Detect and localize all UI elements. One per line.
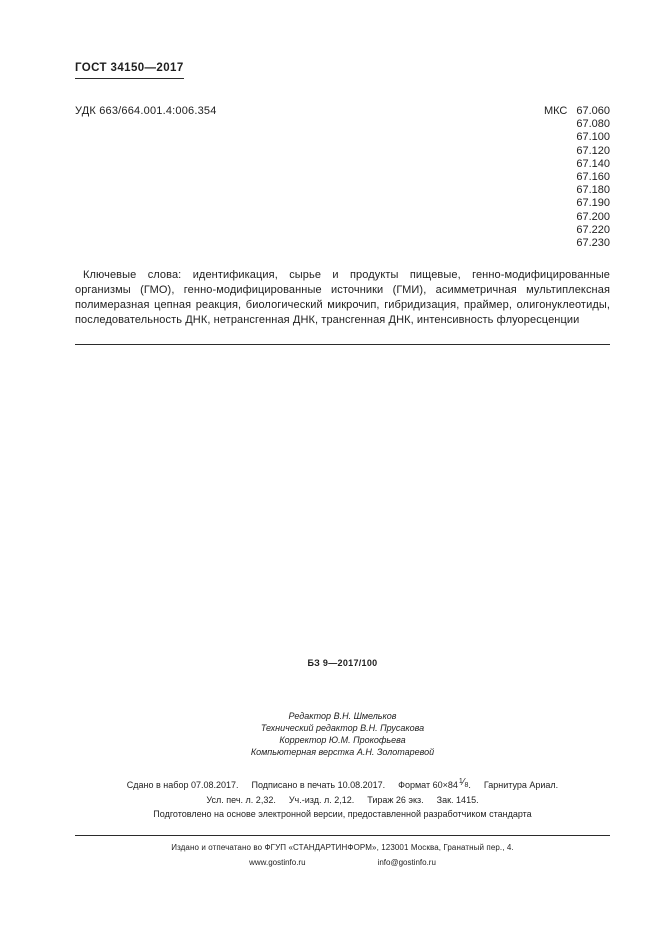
print-format-prefix: Формат 60×84: [398, 780, 458, 791]
mks-code: 67.080: [576, 118, 610, 131]
print-info-block: [75, 778, 610, 822]
print-format-suffix: .: [468, 780, 471, 791]
credit-line: [75, 710, 610, 722]
credit-name: В.Н. Прусакова: [360, 723, 425, 734]
credit-role: Компьютерная верстка: [250, 747, 355, 758]
mks-block: [544, 105, 610, 250]
print-conventional-sheets: Усл. печ. л. 2,32.: [206, 794, 276, 805]
mks-code: 67.190: [576, 197, 610, 210]
publisher-email: info@gostinfo.ru: [377, 857, 436, 867]
print-set-date: Сдано в набор 07.08.2017.: [126, 780, 239, 791]
print-format: [398, 778, 471, 793]
credit-line: [75, 734, 610, 746]
print-circulation: Тираж 26 экз.: [367, 794, 424, 805]
print-info-line-1: [75, 778, 610, 793]
udk-code: УДК 663/664.001.4:006.354: [75, 105, 217, 117]
print-order-number: Зак. 1415.: [436, 794, 479, 805]
fraction-denominator: 8: [464, 782, 469, 790]
keywords-paragraph: [75, 268, 610, 328]
mks-code: 67.220: [576, 223, 610, 236]
credits-block: [75, 710, 610, 758]
mks-code: 67.120: [576, 144, 610, 157]
credit-name: В.Н. Шмельков: [333, 711, 397, 722]
fraction-numerator: 1: [458, 778, 463, 786]
print-preparation-note: Подготовлено на основе электронной версии, предоставленной разработчиком стандарта: [153, 809, 532, 820]
horizontal-rule: [75, 835, 610, 836]
publisher-website: www.gostinfo.ru: [249, 857, 306, 867]
print-signed-date: Подписано в печать 10.08.2017.: [251, 780, 386, 791]
credit-line: [75, 746, 610, 758]
classification-row: [75, 105, 610, 250]
mks-code: 67.060: [576, 105, 610, 117]
mks-code: 67.200: [576, 210, 610, 223]
credit-line: [75, 722, 610, 734]
mks-code: 67.160: [576, 171, 610, 184]
mks-code: 67.140: [576, 157, 610, 170]
print-info-line-2: [75, 793, 610, 808]
keywords-label: Ключевые слова:: [83, 269, 182, 282]
publisher-line: Издано и отпечатано во ФГУП «СТАНДАРТИНФОРМ», 123001 Москва, Гранатный пер., 4.: [171, 842, 514, 852]
mks-code-list: [576, 105, 610, 250]
horizontal-rule: [75, 344, 610, 345]
print-typeface: Гарнитура Ариал.: [483, 780, 559, 791]
mks-code: 67.180: [576, 184, 610, 197]
bz-order-number: БЗ 9—2017/100: [307, 658, 378, 669]
mks-code: 67.230: [576, 237, 610, 250]
credit-name: А.Н. Золотаревой: [356, 747, 435, 758]
credit-role: Корректор: [279, 735, 327, 746]
mks-code: 67.100: [576, 131, 610, 144]
mks-label: МКС: [543, 105, 568, 117]
format-fraction: [459, 778, 468, 789]
print-info-line-3: [75, 807, 610, 822]
keywords-text: идентификация, сырье и продукты пищевые, генно-модифицированные организмы (ГМО), генно-модифицированные источники (ГМИ), асимметричная мультиплексная полимеразная цепная реакция, биологический микрочип, гибридизация, праймер, олигонуклеотиды, последовательность ДНК, нетрансгенная ДНК, трансгенная ДНК, интенсивность флуоресценции: [75, 269, 610, 327]
contact-row: [75, 858, 610, 867]
print-publisher-sheets: Уч.-изд. л. 2,12.: [288, 794, 355, 805]
document-title: ГОСТ 34150—2017: [75, 62, 184, 79]
credit-name: Ю.М. Прокофьева: [328, 735, 406, 746]
credit-role: Редактор: [288, 711, 332, 722]
credit-role: Технический редактор: [260, 723, 358, 734]
